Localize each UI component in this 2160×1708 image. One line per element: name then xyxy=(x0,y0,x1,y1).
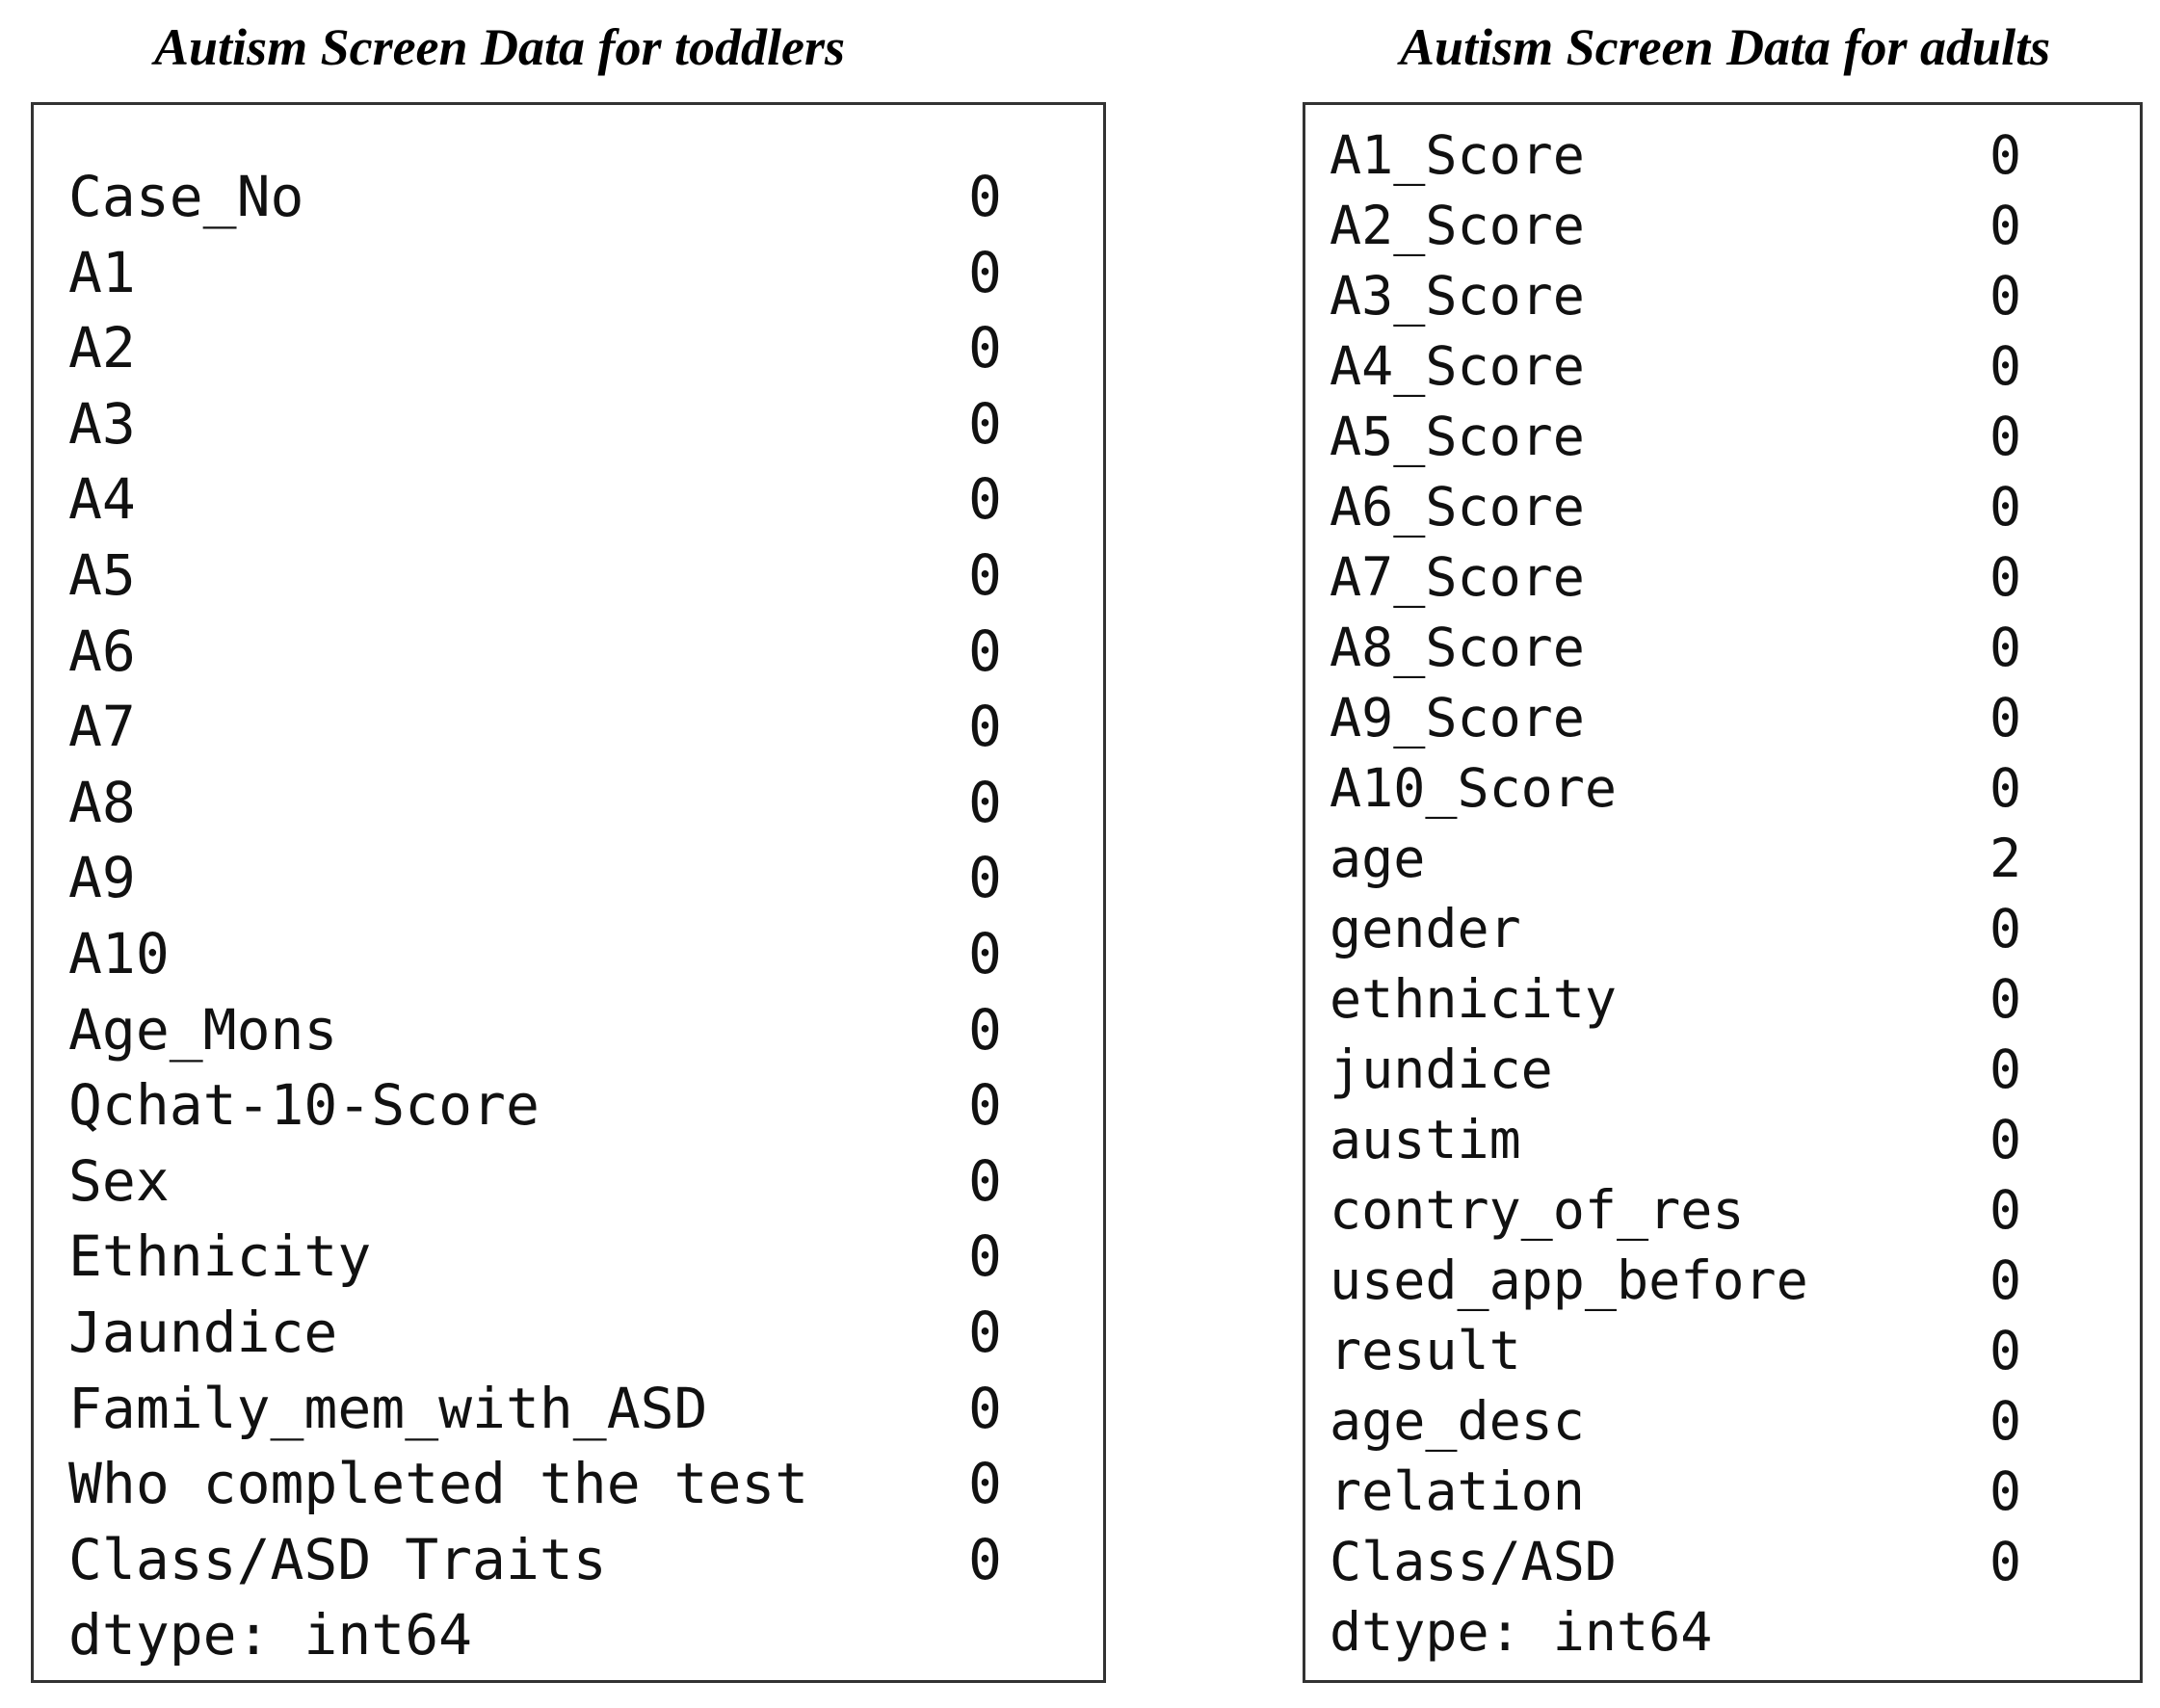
adults-null-count-output xyxy=(1303,102,2143,1683)
null-count-value: 0 xyxy=(1989,968,2022,1030)
null-count-value: 0 xyxy=(1989,617,2022,678)
column-name: Case_No xyxy=(68,164,304,229)
column-name: Family_mem_with_ASD xyxy=(68,1375,708,1441)
column-name: A2_Score xyxy=(1330,195,1585,256)
null-count-value: 0 xyxy=(968,996,1002,1063)
column-name: A8_Score xyxy=(1330,617,1585,678)
column-name: A3_Score xyxy=(1330,265,1585,327)
column-name: used_app_before xyxy=(1330,1249,1808,1311)
column-name: Qchat-10-Score xyxy=(68,1072,540,1139)
null-count-value: 0 xyxy=(968,239,1002,305)
column-name: jundice xyxy=(1330,1038,1553,1100)
null-count-value: 0 xyxy=(1989,757,2022,819)
column-name: A6_Score xyxy=(1330,476,1585,538)
column-name: Class/ASD xyxy=(1330,1531,1618,1592)
null-count-value: 0 xyxy=(968,1147,1002,1214)
column-name: A5_Score xyxy=(1330,406,1585,467)
column-name: A5 xyxy=(68,541,136,608)
null-count-value: 0 xyxy=(1989,546,2022,608)
null-count-value: 0 xyxy=(1989,1179,2022,1241)
column-name: A8 xyxy=(68,769,136,835)
column-name: dtype: int64 xyxy=(1330,1601,1713,1663)
column-name: A4_Score xyxy=(1330,335,1585,397)
null-count-value: 0 xyxy=(968,1375,1002,1441)
column-name: Class/ASD Traits xyxy=(68,1526,607,1592)
column-name: A9 xyxy=(68,845,136,911)
toddlers-panel-title: Autism Screen Data for toddlers xyxy=(154,18,846,76)
null-count-value: 0 xyxy=(968,920,1002,986)
column-name: A9_Score xyxy=(1330,687,1585,749)
null-count-value: 0 xyxy=(968,1072,1002,1139)
column-name: A7_Score xyxy=(1330,546,1585,608)
column-name: dtype: int64 xyxy=(68,1602,473,1669)
column-name: A1 xyxy=(68,239,136,305)
null-count-value: 0 xyxy=(968,1299,1002,1365)
column-name: austim xyxy=(1330,1109,1521,1170)
null-count-value: 0 xyxy=(968,541,1002,608)
null-count-value: 0 xyxy=(1989,406,2022,467)
null-count-value: 0 xyxy=(1989,687,2022,749)
null-count-value: 0 xyxy=(968,1526,1002,1592)
null-count-value: 0 xyxy=(968,845,1002,911)
null-count-value: 0 xyxy=(1989,476,2022,538)
column-name: ethnicity xyxy=(1330,968,1618,1030)
column-name: contry_of_res xyxy=(1330,1179,1745,1241)
null-count-value: 2 xyxy=(1989,828,2022,889)
null-count-value: 0 xyxy=(1989,1109,2022,1170)
null-count-value: 0 xyxy=(1989,335,2022,397)
null-count-value: 0 xyxy=(1989,1460,2022,1522)
column-name: A10_Score xyxy=(1330,757,1618,819)
null-count-value: 0 xyxy=(1989,898,2022,959)
null-count-value: 0 xyxy=(968,618,1002,684)
null-count-value: 0 xyxy=(968,164,1002,229)
toddlers-null-count-output xyxy=(31,102,1106,1683)
null-count-value: 0 xyxy=(1989,195,2022,256)
column-name: A2 xyxy=(68,315,136,381)
adults-panel-title: Autism Screen Data for adults xyxy=(1400,18,2051,76)
column-name: A4 xyxy=(68,466,136,533)
column-name: relation xyxy=(1330,1460,1585,1522)
column-name: Ethnicity xyxy=(68,1223,372,1290)
column-name: A6 xyxy=(68,618,136,684)
column-name: A1_Score xyxy=(1330,124,1585,186)
column-name: Jaundice xyxy=(68,1299,338,1365)
null-count-value: 0 xyxy=(1989,124,2022,186)
column-name: age xyxy=(1330,828,1426,889)
null-count-value: 0 xyxy=(968,315,1002,381)
null-count-value: 0 xyxy=(1989,1390,2022,1452)
column-name: result xyxy=(1330,1320,1521,1381)
column-name: age_desc xyxy=(1330,1390,1585,1452)
column-name: A7 xyxy=(68,694,136,760)
null-count-value: 0 xyxy=(1989,1320,2022,1381)
column-name: gender xyxy=(1330,898,1521,959)
null-count-value: 0 xyxy=(968,769,1002,835)
null-count-value: 0 xyxy=(968,390,1002,457)
column-name: Age_Mons xyxy=(68,996,338,1063)
column-name: A10 xyxy=(68,920,170,986)
column-name: Who completed the test xyxy=(68,1451,809,1517)
null-count-value: 0 xyxy=(1989,265,2022,327)
null-count-value: 0 xyxy=(1989,1038,2022,1100)
null-count-value: 0 xyxy=(968,1451,1002,1517)
null-count-value: 0 xyxy=(1989,1249,2022,1311)
null-count-value: 0 xyxy=(968,1223,1002,1290)
null-count-value: 0 xyxy=(968,694,1002,760)
null-count-value: 0 xyxy=(1989,1531,2022,1592)
column-name: Sex xyxy=(68,1147,170,1214)
null-count-value: 0 xyxy=(968,466,1002,533)
column-name: A3 xyxy=(68,390,136,457)
